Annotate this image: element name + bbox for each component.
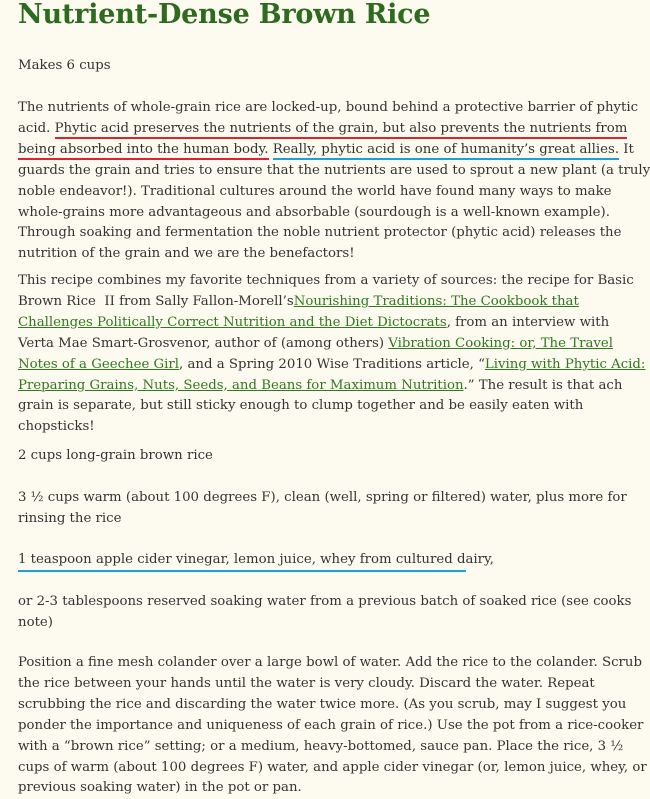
link-vibration-cooking[interactable]: Vibration Cooking: or, The Travel [388, 335, 614, 351]
intro-line-2 [18, 119, 628, 140]
intro-line-3-tail: It [619, 141, 634, 157]
ingredient-4-line-2: note) [18, 614, 53, 630]
ingredient-4 [18, 592, 632, 634]
sources-line-1: This recipe combines my favorite techniques from a variety of sources: the recipe for Basic [18, 273, 634, 288]
blue-highlight-1: Really, phytic acid is one of humanity’s great allies. [273, 142, 619, 160]
ingredient-3 [18, 550, 614, 571]
ingredient-1 [18, 446, 614, 467]
blue-highlight-2 [18, 570, 466, 572]
ingredient-2 [18, 488, 627, 530]
ingredient-4-line-1: or 2-3 tablespoons reserved soaking water from a previous batch of soaked rice (see cooks [18, 594, 632, 609]
intro-line-1: The nutrients of whole-grain rice are locked-up, bound behind a protective barrier of phytic [18, 100, 639, 115]
page-title: Nutrient-Dense Brown Rice [18, 0, 431, 30]
intro-line-8: nutrition of the grain and we are the benefactors! [18, 246, 355, 262]
intro-line-3 [18, 140, 634, 161]
sources-line-3 [18, 313, 614, 334]
method-line-5: with a “brown rice” setting; or a medium, heavy-bottomed, sauce pan. Place the rice, 3 ½ [18, 738, 624, 754]
method-line-4: ponder the importance and uniqueness of each grain of rice.) Use the pot from a rice-cooker [18, 717, 644, 733]
ingredient-1-line: 2 cups long-grain brown rice [18, 448, 213, 463]
link-vibration-cooking-cont[interactable]: Notes of a Geechee Girl [18, 356, 180, 372]
method-line-7: previous soaking water) in the pot or pan. [18, 780, 302, 796]
sources-line-8: chopsticks! [18, 419, 95, 435]
sources-line-2-text: Brown Rice II from Sally Fallon-Morell’s [18, 293, 294, 309]
yield-line: Makes 6 cups [18, 58, 111, 73]
red-highlight-1: Phytic acid preserves the nutrients of the grain, but also prevents the nutrients from [55, 121, 628, 139]
sources-line-7: grain is separate, but still sticky enough to clump together and be easily eaten with [18, 398, 584, 414]
link-phytic-acid-article-cont[interactable]: Preparing Grains, Nuts, Seeds, and Beans for Maximum Nutrition [18, 377, 464, 393]
ingredient-2-line-1: 3 ½ cups warm (about 100 degrees F), clean (well, spring or filtered) water, plus more for [18, 490, 627, 505]
red-highlight-2: being absorbed into the human body. [18, 142, 269, 160]
link-nourishing-traditions[interactable]: Nourishing Traditions: The Cookbook that [293, 293, 579, 309]
ingredient-2-line-2: rinsing the rice [18, 510, 122, 526]
sources-paragraph [18, 271, 646, 438]
yield-text [18, 56, 614, 77]
sources-line-5 [18, 355, 646, 376]
link-nourishing-traditions-cont[interactable]: Challenges Politically Correct Nutrition and the Diet Dictocrats [18, 314, 447, 330]
sources-line-4-text: Verta Mae Smart-Grosvenor, author of (among others) [18, 335, 389, 351]
method-line-1: Position a fine mesh colander over a large bowl of water. Add the rice to the colander. Scrub [18, 655, 642, 670]
sources-line-2 [18, 292, 614, 313]
sources-line-6 [18, 376, 623, 397]
link-phytic-acid-article[interactable]: Living with Phytic Acid: [484, 356, 646, 372]
sources-line-4 [18, 334, 614, 355]
sources-line-5-text: , and a Spring 2010 Wise Traditions article, “ [179, 356, 485, 372]
sources-line-3-text: , from an interview with [446, 314, 610, 330]
intro-line-2-lead: acid. [18, 120, 55, 136]
intro-line-7: Through soaking and fermentation the noble nutrient protector (phytic acid) releases the [18, 225, 622, 241]
intro-paragraph [18, 98, 650, 265]
method-line-6: cups of warm (about 100 degrees F) water, and apple cider vinegar (or, lemon juice, whey, or [18, 759, 647, 775]
method-paragraph [18, 653, 647, 799]
intro-line-4: guards the grain and tries to ensure that the nutrients are used to sprout a new plant (a truly [18, 162, 650, 178]
method-line-3: scrubbing the rice and discarding the water twice more. (As you scrub, may I suggest you [18, 696, 627, 712]
method-line-2: the rice between your hands until the water is very cloudy. Discard the water. Repeat [18, 675, 595, 691]
sources-line-6-text: .” The result is that ach [463, 377, 623, 393]
ingredient-3-line: 1 teaspoon apple cider vinegar, lemon juice, whey from cultured dairy, [18, 552, 494, 567]
intro-line-6: whole-grains more advantageous and absorbable (sourdough is a well-known example). [18, 204, 610, 220]
intro-line-5: noble endeavor!). Traditional cultures around the world have found many ways to make [18, 183, 612, 199]
